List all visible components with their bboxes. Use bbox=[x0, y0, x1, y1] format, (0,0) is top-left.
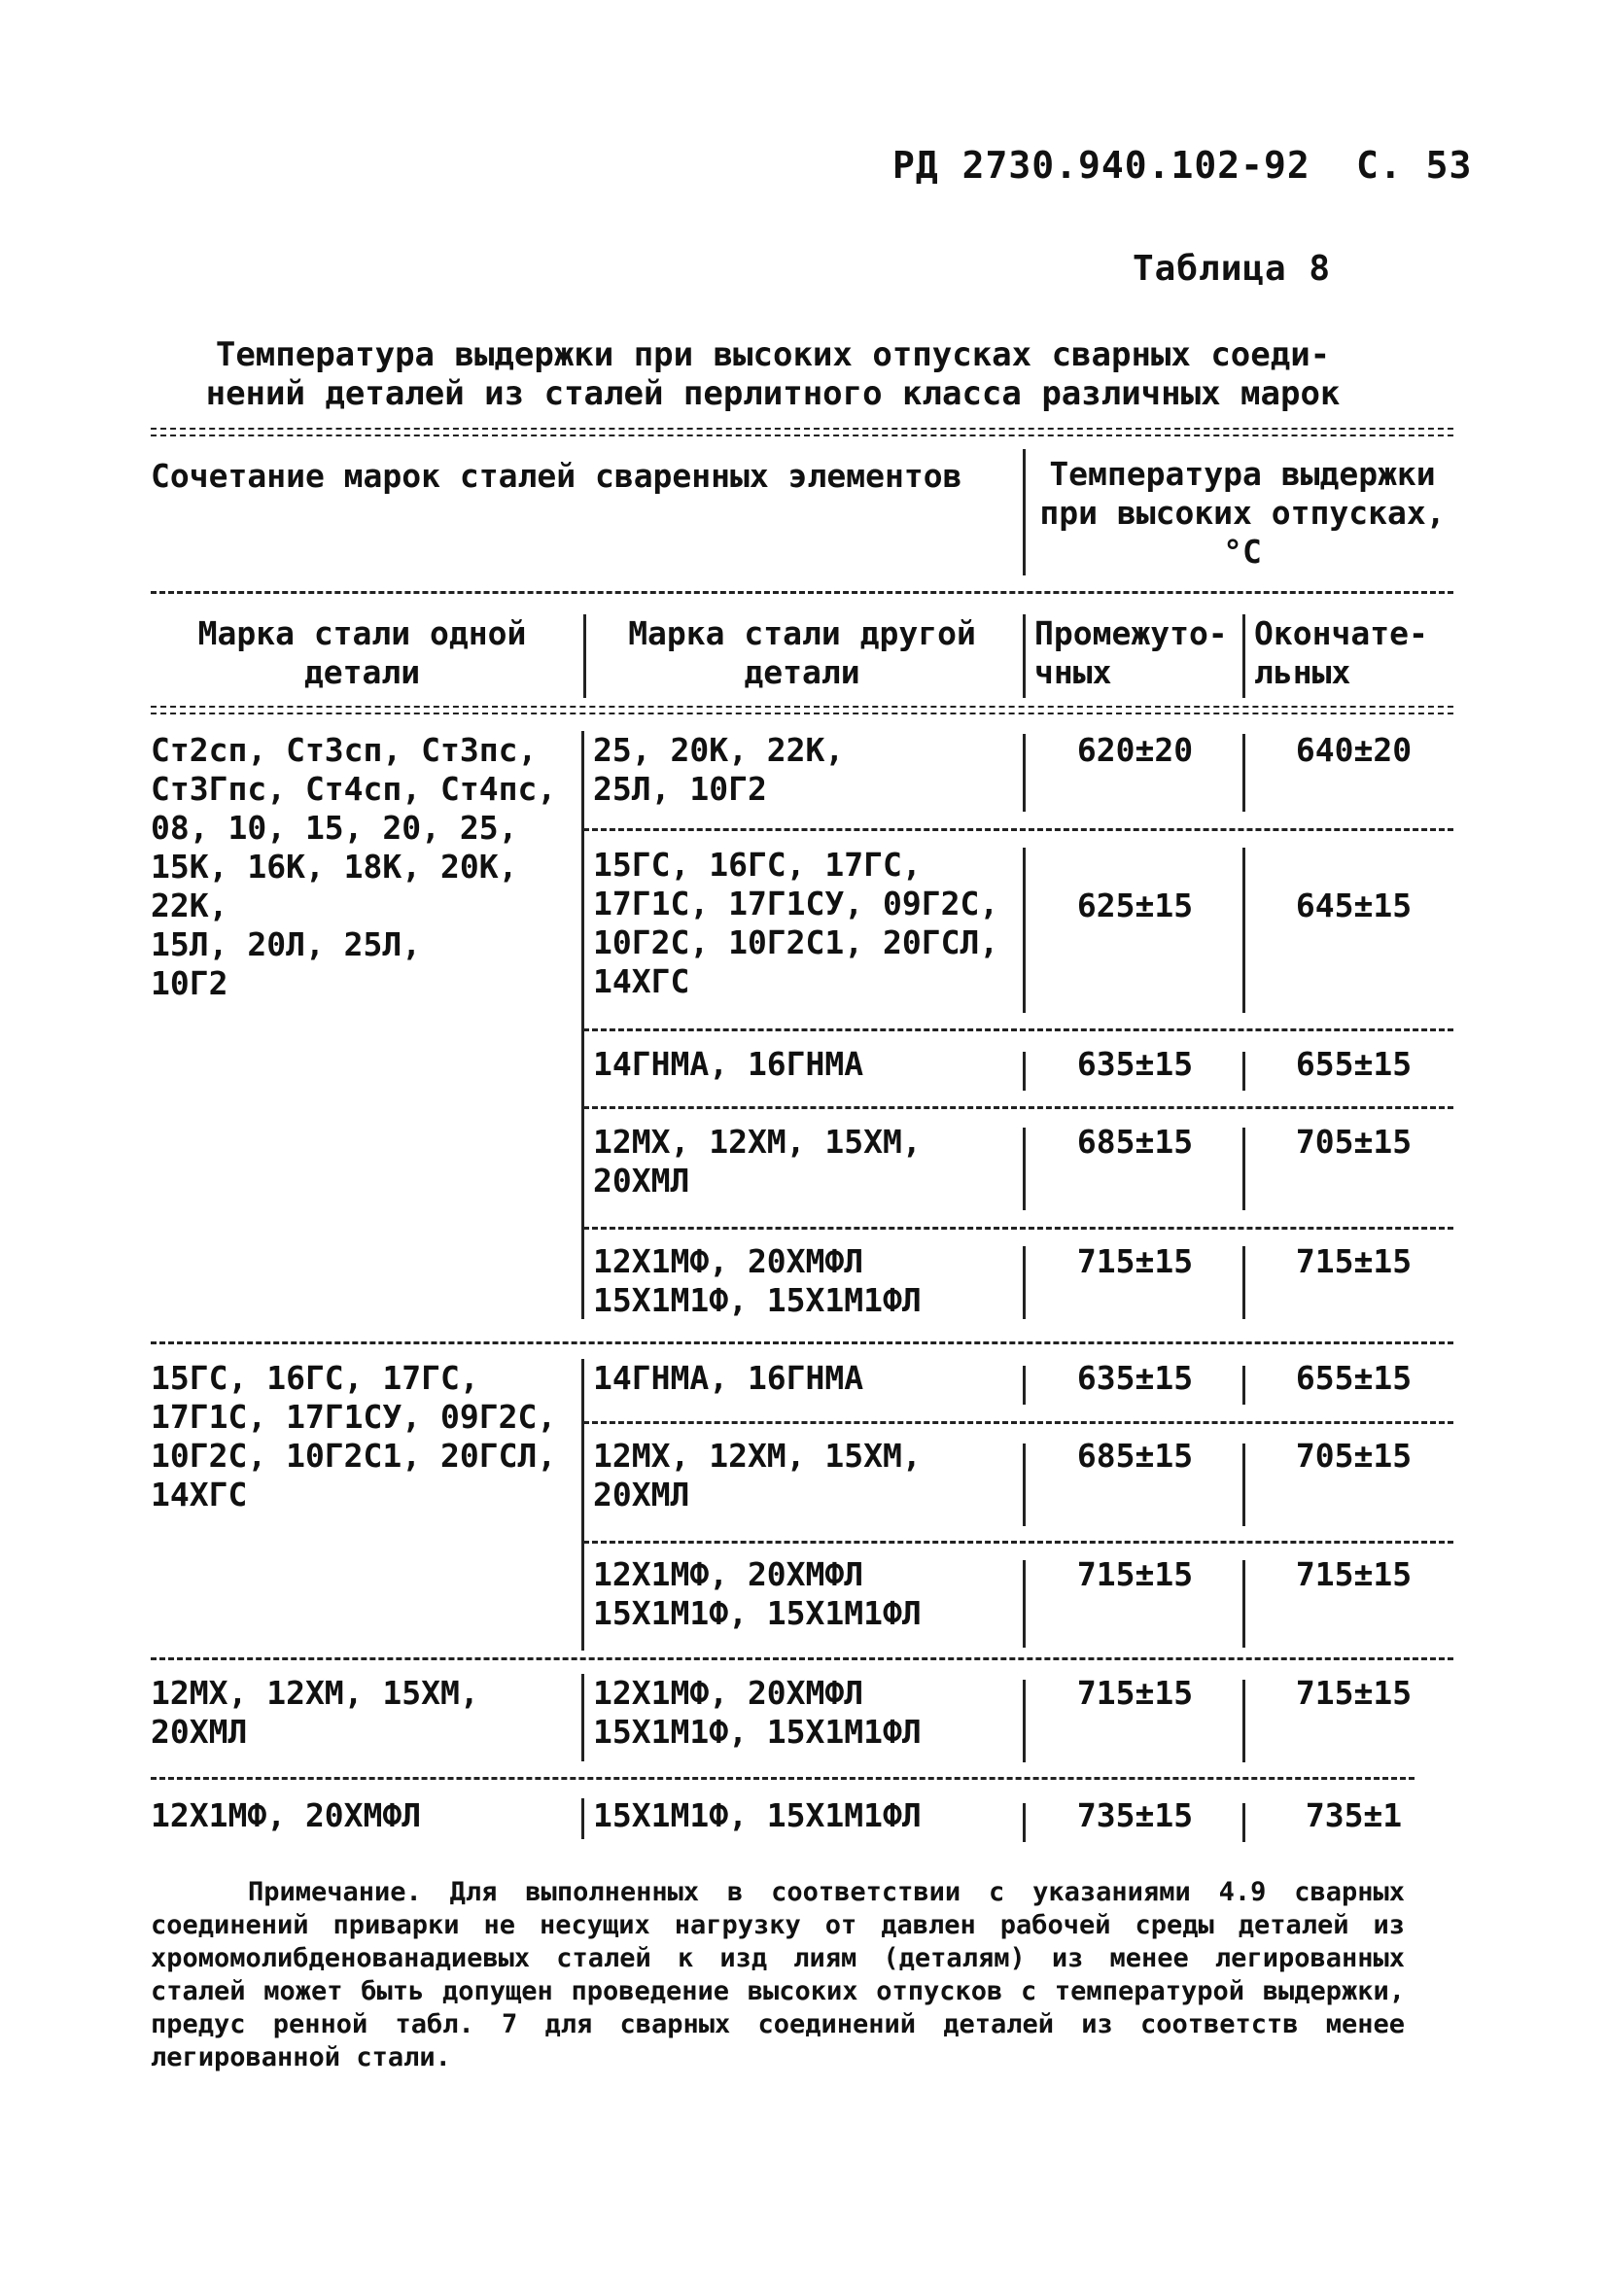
header-bottom-border bbox=[151, 706, 1453, 714]
col-header-steel-one: Марка стали одной детали bbox=[197, 614, 527, 691]
table-cell-final: 645±15 bbox=[1295, 887, 1413, 924]
group-4-steel-one: 12Х1МФ, 20ХМФЛ bbox=[151, 1796, 422, 1834]
table-caption bbox=[146, 335, 1400, 413]
column-divider bbox=[1242, 1444, 1245, 1526]
caption-line-2: нений деталей из сталей перлитного класса различных марок bbox=[205, 374, 1341, 413]
table-cell-final: 655±15 bbox=[1295, 1359, 1413, 1397]
table-cell-final: 715±15 bbox=[1295, 1555, 1413, 1593]
column-divider bbox=[1023, 1444, 1026, 1526]
table-cell-steel-other: 12МХ, 12ХМ, 15ХМ, 20ХМЛ bbox=[593, 1437, 922, 1513]
col-header-final: Окончате- льных bbox=[1254, 614, 1428, 691]
table-cell-final: 705±15 bbox=[1295, 1437, 1413, 1475]
column-divider bbox=[581, 1674, 584, 1761]
column-divider bbox=[1242, 1052, 1245, 1091]
table-cell-steel-other: 12МХ, 12ХМ, 15ХМ, 20ХМЛ bbox=[593, 1123, 922, 1200]
column-divider bbox=[1023, 734, 1026, 812]
row-separator bbox=[583, 1028, 1453, 1031]
table-cell-intermediate: 635±15 bbox=[1076, 1045, 1194, 1083]
table-top-border bbox=[151, 428, 1453, 436]
column-divider bbox=[1023, 1246, 1026, 1319]
column-divider bbox=[1023, 1803, 1026, 1842]
header-divider bbox=[1023, 449, 1026, 575]
column-divider bbox=[1242, 1128, 1245, 1210]
column-divider bbox=[1242, 1680, 1245, 1762]
row-separator bbox=[583, 1227, 1453, 1230]
header-divider bbox=[1242, 614, 1245, 698]
page-number: С. 53 bbox=[1356, 144, 1473, 187]
row-separator bbox=[583, 1421, 1453, 1424]
group-separator bbox=[151, 1777, 1415, 1780]
table-cell-final: 715±15 bbox=[1295, 1242, 1413, 1280]
header-separator bbox=[151, 591, 1453, 594]
group-1-steel-one: Ст2сп, Ст3сп, Ст3пс, Ст3Гпс, Ст4сп, Ст4пс, 08, 10, 15, 20, 25, 15К, 16К, 18К, 20К, 22К, 15Л, 20Л, 25Л, 10Г2 bbox=[151, 731, 557, 1002]
group-separator bbox=[151, 1657, 1453, 1660]
table-cell-intermediate: 685±15 bbox=[1076, 1437, 1194, 1475]
table-cell-steel-other: 12Х1МФ, 20ХМФЛ 15Х1М1Ф, 15Х1М1ФЛ bbox=[593, 1674, 922, 1751]
table-cell-steel-other: 14ГНМА, 16ГНМА bbox=[593, 1359, 864, 1397]
row-separator bbox=[583, 1541, 1453, 1544]
col-header-temperature: Температура выдержки при высоких отпусках, °С bbox=[1039, 455, 1446, 571]
table-note: Примечание. Для выполненных в соответствии с указаниями 4.9 сварных соединений приварки не несущих нагрузку от давлен рабочей среды деталей из хромомолибденованадиевых сталей к изд лиям (деталям) из менее легированных сталей может быть допущен проведение высоких отпусков с температурой выдержки, предус ренной табл. 7 для сварных соединений деталей из соответств менее легированной стали. bbox=[151, 1877, 1405, 2072]
column-divider bbox=[1242, 1366, 1245, 1405]
col-header-combination: Сочетание марок сталей сваренных элементов bbox=[151, 457, 962, 495]
table-cell-steel-other: 12Х1МФ, 20ХМФЛ 15Х1М1Ф, 15Х1М1ФЛ bbox=[593, 1242, 922, 1319]
column-divider bbox=[581, 1359, 584, 1651]
row-separator bbox=[583, 828, 1453, 831]
column-divider bbox=[1023, 1366, 1026, 1405]
table-cell-intermediate: 620±20 bbox=[1076, 731, 1194, 769]
table-cell-intermediate: 625±15 bbox=[1076, 887, 1194, 924]
column-divider bbox=[1023, 1680, 1026, 1762]
col-header-steel-other: Марка стали другой детали bbox=[628, 614, 976, 691]
table-cell-intermediate: 715±15 bbox=[1076, 1242, 1194, 1280]
column-divider bbox=[581, 731, 584, 1319]
table-cell-final: 655±15 bbox=[1295, 1045, 1413, 1083]
table-cell-final: 705±15 bbox=[1295, 1123, 1413, 1161]
group-separator bbox=[151, 1341, 1453, 1344]
column-divider bbox=[1242, 848, 1245, 1013]
table-cell-intermediate: 635±15 bbox=[1076, 1359, 1194, 1397]
table-cell-intermediate: 715±15 bbox=[1076, 1674, 1194, 1712]
table-cell-steel-other: 25, 20К, 22К, 25Л, 10Г2 bbox=[593, 731, 845, 808]
group-2-steel-one: 15ГС, 16ГС, 17ГС, 17Г1С, 17Г1СУ, 09Г2С, 10Г2С, 10Г2С1, 20ГСЛ, 14ХГС bbox=[151, 1359, 557, 1513]
table-cell-final: 715±15 bbox=[1295, 1674, 1413, 1712]
table-cell-steel-other: 15ГС, 16ГС, 17ГС, 17Г1С, 17Г1СУ, 09Г2С, 10Г2С, 10Г2С1, 20ГСЛ, 14ХГС bbox=[593, 846, 999, 1000]
table-cell-steel-other: 12Х1МФ, 20ХМФЛ 15Х1М1Ф, 15Х1М1ФЛ bbox=[593, 1555, 922, 1632]
header-divider bbox=[1023, 614, 1026, 698]
row-separator bbox=[583, 1106, 1453, 1109]
caption-line-1: Температура выдержки при высоких отпусках сварных соеди- bbox=[215, 335, 1331, 374]
document-code: РД 2730.940.102-92 bbox=[892, 144, 1310, 187]
column-divider bbox=[1242, 1803, 1245, 1842]
column-divider bbox=[1242, 1246, 1245, 1319]
table-cell-intermediate: 685±15 bbox=[1076, 1123, 1194, 1161]
column-divider bbox=[1242, 1560, 1245, 1648]
group-3-steel-one: 12МХ, 12ХМ, 15ХМ, 20ХМЛ bbox=[151, 1674, 479, 1751]
table-cell-final: 735±1 bbox=[1305, 1796, 1403, 1834]
header-divider bbox=[583, 614, 586, 698]
column-divider bbox=[1242, 734, 1245, 812]
table-cell-steel-other: 14ГНМА, 16ГНМА bbox=[593, 1045, 864, 1083]
table-cell-intermediate: 735±15 bbox=[1076, 1796, 1194, 1834]
column-divider bbox=[1023, 1052, 1026, 1091]
column-divider bbox=[581, 1798, 584, 1839]
column-divider bbox=[1023, 1560, 1026, 1648]
table-cell-steel-other: 15Х1М1Ф, 15Х1М1ФЛ bbox=[593, 1796, 922, 1834]
table-cell-final: 640±20 bbox=[1295, 731, 1413, 769]
column-divider bbox=[1023, 848, 1026, 1013]
table-cell-intermediate: 715±15 bbox=[1076, 1555, 1194, 1593]
table-label: Таблица 8 bbox=[1133, 249, 1332, 289]
col-header-intermediate: Промежуто- чных bbox=[1034, 614, 1228, 691]
column-divider bbox=[1023, 1128, 1026, 1210]
